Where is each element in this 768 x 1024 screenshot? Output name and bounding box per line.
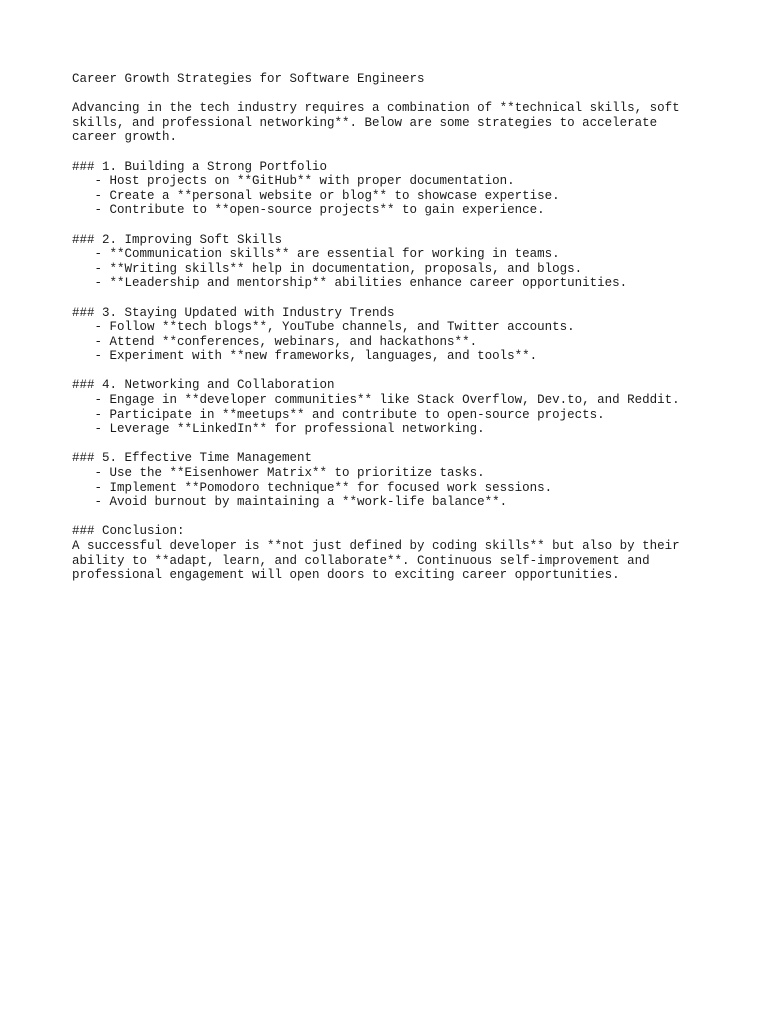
intro-line: skills, and professional networking**. Below are some strategies to accelerate: [72, 115, 658, 130]
list-item: - Participate in **meetups** and contribute to open-source projects.: [72, 407, 605, 422]
spacer: [72, 87, 712, 102]
spacer: [72, 291, 712, 306]
list-item: - Follow **tech blogs**, YouTube channels, and Twitter accounts.: [72, 320, 575, 335]
list-item: - Host projects on **GitHub** with proper documentation.: [72, 174, 515, 189]
section-industry-trends: [72, 306, 712, 364]
list-item: - **Writing skills** help in documentation, proposals, and blogs.: [72, 261, 583, 276]
spacer: [72, 145, 712, 160]
conclusion-line: ability to **adapt, learn, and collaborate**. Continuous self-improvement and: [72, 553, 650, 568]
document-title: Career Growth Strategies for Software Engineers: [72, 72, 425, 86]
intro-line: career growth.: [72, 130, 178, 145]
spacer: [72, 218, 712, 233]
list-item: - Use the **Eisenhower Matrix** to prioritize tasks.: [72, 466, 485, 481]
section-networking: [72, 378, 712, 436]
spacer: [72, 364, 712, 379]
section-heading: ### 2. Improving Soft Skills: [72, 232, 283, 247]
list-item: - Attend **conferences, webinars, and hackathons**.: [72, 334, 478, 349]
intro-line: Advancing in the tech industry requires a combination of **technical skills, soft: [72, 101, 680, 116]
section-heading: ### 1. Building a Strong Portfolio: [72, 159, 328, 174]
list-item: - Contribute to **open-source projects** to gain experience.: [72, 203, 545, 218]
conclusion-line: professional engagement will open doors to exciting career opportunities.: [72, 568, 620, 583]
section-time-management: [72, 451, 712, 509]
section-heading: ### 3. Staying Updated with Industry Trends: [72, 305, 395, 320]
list-item: - **Leadership and mentorship** abilities enhance career opportunities.: [72, 276, 628, 291]
spacer: [72, 437, 712, 452]
section-conclusion: [72, 524, 712, 582]
section-heading: ### 5. Effective Time Management: [72, 451, 313, 466]
section-heading: ### 4. Networking and Collaboration: [72, 378, 335, 393]
list-item: - Create a **personal website or blog** to showcase expertise.: [72, 188, 560, 203]
intro-paragraph: [72, 101, 712, 145]
list-item: - **Communication skills** are essential for working in teams.: [72, 247, 560, 262]
conclusion-line: A successful developer is **not just defined by coding skills** but also by their: [72, 539, 680, 553]
list-item: - Engage in **developer communities** like Stack Overflow, Dev.to, and Reddit.: [72, 393, 680, 408]
section-portfolio: [72, 160, 712, 218]
spacer: [72, 510, 712, 525]
list-item: - Leverage **LinkedIn** for professional networking.: [72, 422, 485, 437]
section-heading: ### Conclusion:: [72, 524, 185, 539]
list-item: - Implement **Pomodoro technique** for focused work sessions.: [72, 480, 553, 495]
list-item: - Avoid burnout by maintaining a **work-life balance**.: [72, 495, 508, 510]
section-soft-skills: [72, 233, 712, 291]
document-page: [72, 72, 712, 583]
list-item: - Experiment with **new frameworks, languages, and tools**.: [72, 349, 538, 364]
